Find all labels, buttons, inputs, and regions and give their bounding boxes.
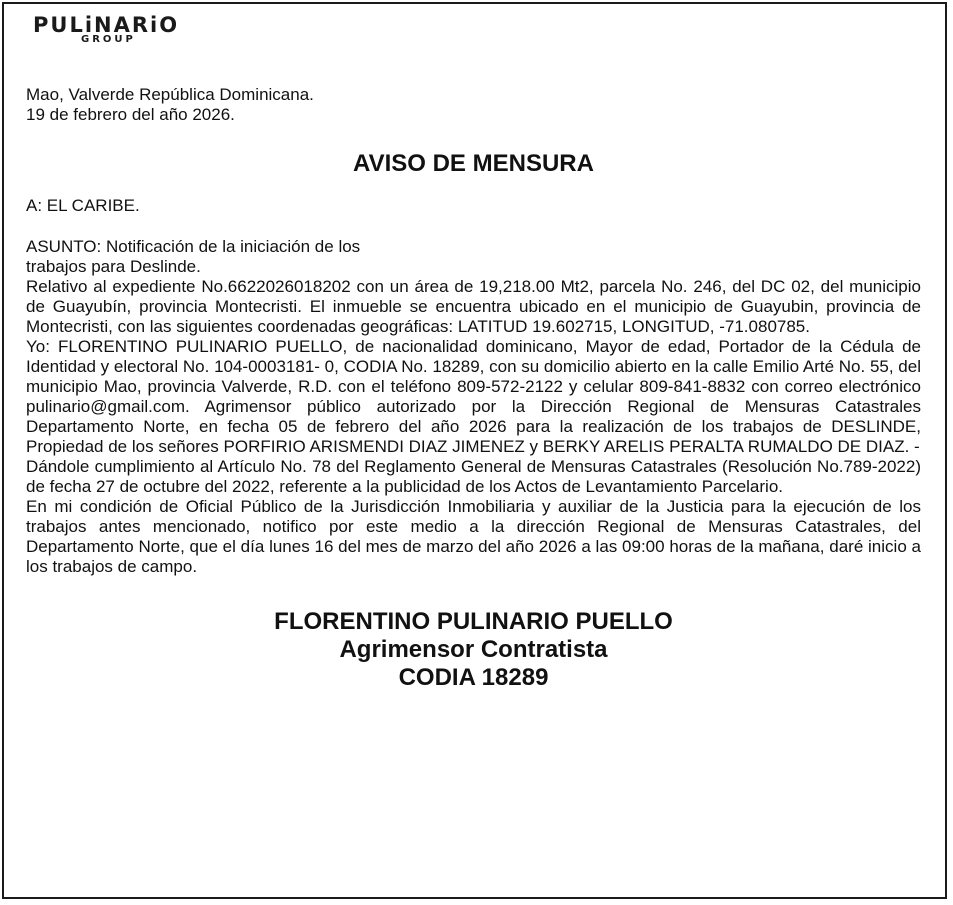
signature-codia: CODIA 18289 bbox=[398, 664, 549, 691]
notice-title: AVISO DE MENSURA bbox=[353, 150, 594, 177]
company-logo bbox=[33, 14, 213, 50]
subject-line-2: trabajos para Deslinde. bbox=[26, 257, 201, 276]
header-date: 19 de febrero del año 2026. bbox=[26, 105, 235, 124]
logo-wordmark: PULiNARiO bbox=[33, 13, 180, 37]
paragraph-expediente: Relativo al expediente No.6622026018202 con un área de 19,218.00 Mt2, parcela No. 246, del DC 02, del municipio de Guayubín, provincia Montecristi. El inmueble se encuentra ubicado en el municipio de Guayubin, provincia de Montecristi, con las siguientes coordenadas geográficas: LATITUD 19.602715, LONGITUD, -71.080785. bbox=[26, 277, 921, 336]
paragraph-surveyor: Yo: FLORENTINO PULINARIO PUELLO, de nacionalidad dominicano, Mayor de edad, Portador de la Cédula de Identidad y electoral No. 104-0003181- 0, CODIA No. 18289, con su domicilio abierto en la calle Emilio Arté No. 55, del municipio Mao, provincia Valverde, R.D. con el teléfono 809-572-2122 y celular 809-841-8832 con correo electrónico pulinario@gmail.com. Agrimensor público autorizado por la Dirección Regional de Mensuras Catastrales Departamento Norte, en fecha 05 de febrero del año 2026 para la realización de los trabajos de DESLINDE, Propiedad de los señores PORFIRIO ARISMENDI DIAZ JIMENEZ y BERKY ARELIS PERALTA RUMALDO DE DIAZ. - bbox=[26, 337, 921, 456]
paragraph-legal-basis: Dándole cumplimiento al Artículo No. 78 del Reglamento General de Mensuras Catastrales (Resolución No.789-2022) de fecha 27 de octubre del 2022, referente a la publicidad de los Actos de Levantamiento Parcelario. bbox=[26, 457, 921, 496]
subject-block bbox=[26, 237, 921, 277]
subject-line-1: ASUNTO: Notificación de la iniciación de los bbox=[26, 237, 361, 256]
header-place: Mao, Valverde República Dominicana. bbox=[26, 85, 314, 104]
paragraph-notification: En mi condición de Oficial Público de la Jurisdicción Inmobiliaria y auxiliar de la Justicia para la ejecución de los trabajos antes mencionado, notifico por este medio a la dirección Regional de Mensuras Catastrales, del Departamento Norte, que el día lunes 16 del mes de marzo del año 2026 a las 09:00 horas de la mañana, daré inicio a los trabajos de campo. bbox=[26, 497, 921, 576]
recipient-line: A: EL CARIBE. bbox=[26, 196, 140, 215]
notice-body bbox=[26, 85, 921, 692]
signature-block bbox=[26, 608, 921, 692]
logo-subtitle: GROUP bbox=[81, 34, 136, 45]
signature-role: Agrimensor Contratista bbox=[339, 636, 608, 663]
signature-name: FLORENTINO PULINARIO PUELLO bbox=[274, 608, 673, 635]
